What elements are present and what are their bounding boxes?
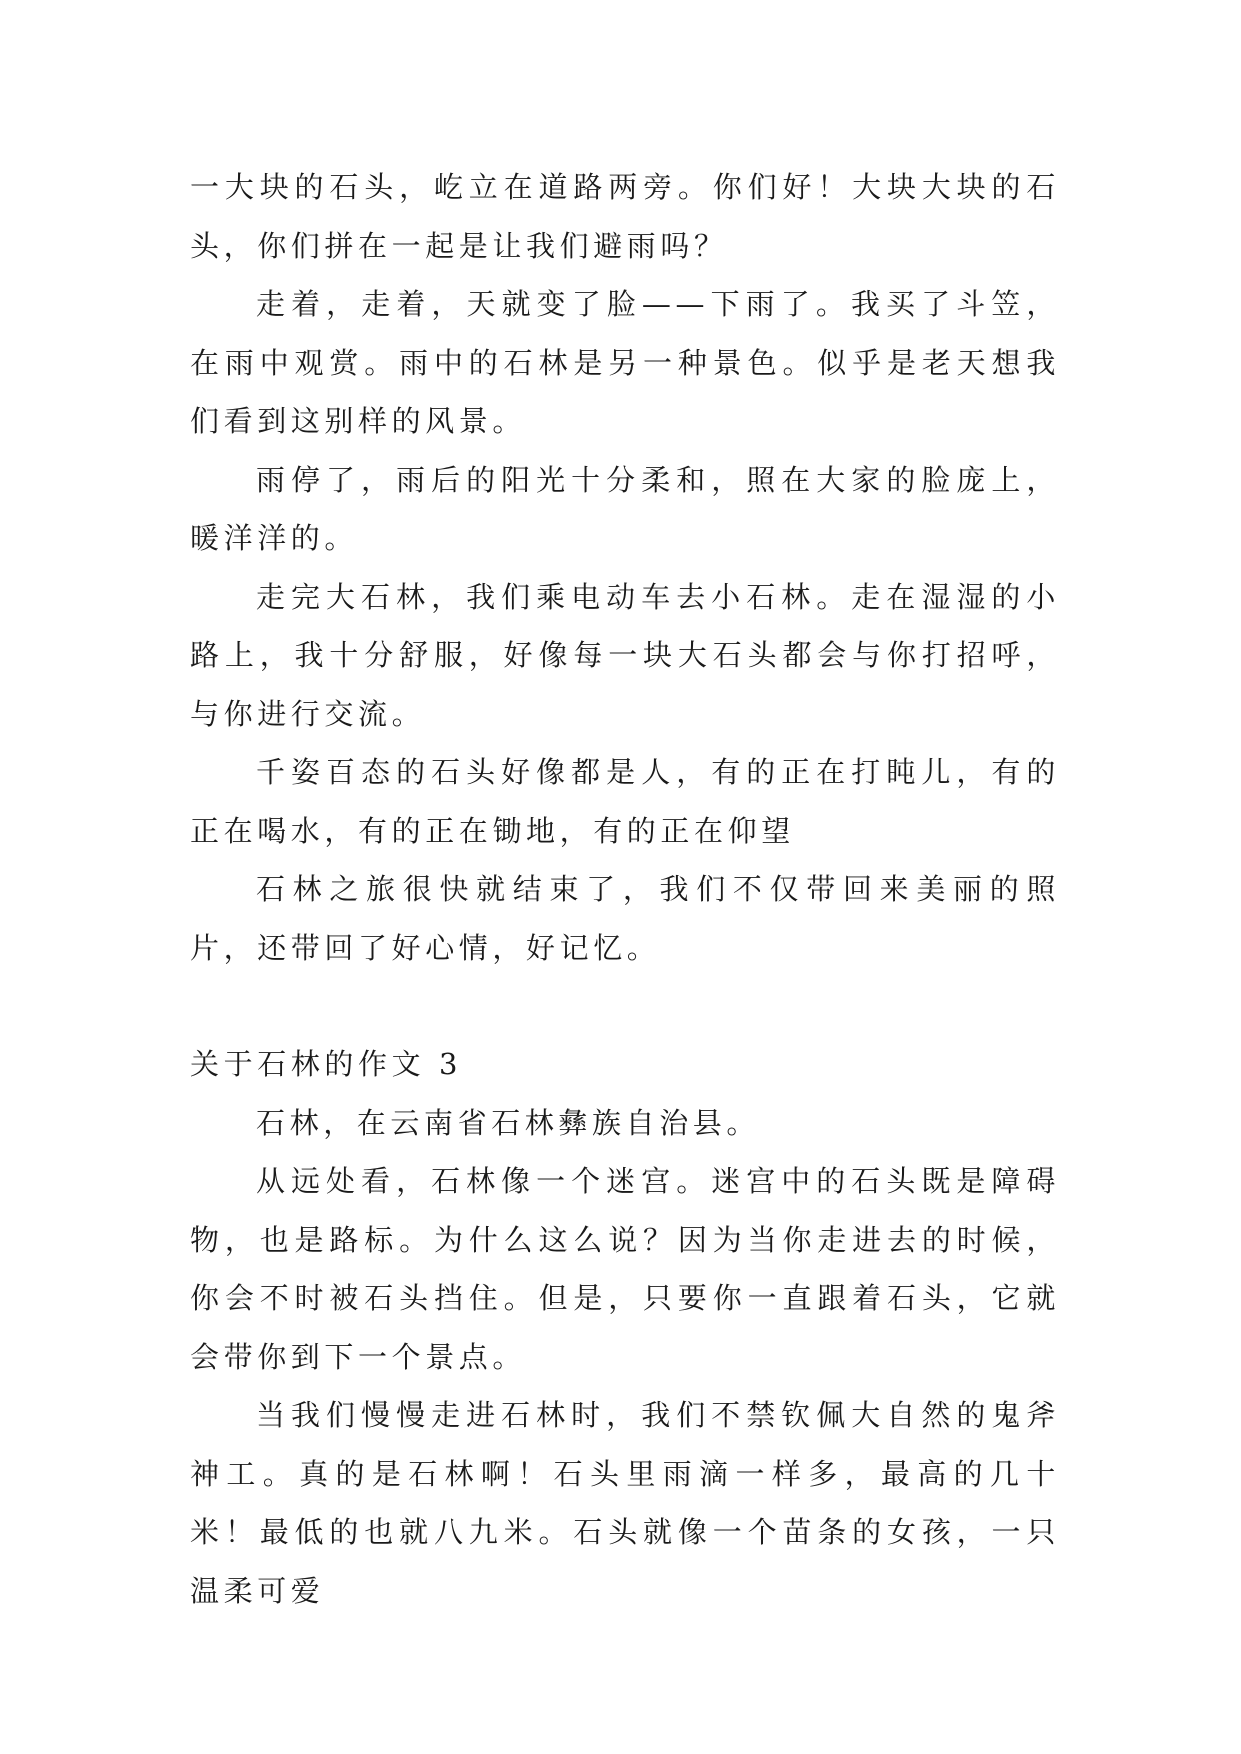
paragraph: 走着，走着，天就变了脸——下雨了。我买了斗笠，在雨中观赏。雨中的石林是另一种景色。似乎是老天想我们看到这别样的风景。 xyxy=(190,287,1060,438)
paragraph: 从远处看，石林像一个迷宫。迷宫中的石头既是障碍物，也是路标。为什么这么说？因为当你走进去的时候，你会不时被石头挡住。但是，只要你一直跟着石头，它就会带你到下一个景点。 xyxy=(190,1164,1060,1374)
paragraph: 雨停了，雨后的阳光十分柔和，照在大家的脸庞上，暖洋洋的。 xyxy=(190,462,1060,555)
paragraph: 石林，在云南省石林彝族自治县。 xyxy=(256,1105,761,1140)
essay-heading: 关于石林的作文 3 xyxy=(190,1047,463,1081)
paragraph: 石林之旅很快就结束了，我们不仅带回来美丽的照片，还带回了好心情，好记忆。 xyxy=(190,872,1060,965)
document-body xyxy=(190,158,1060,1620)
paragraph: 千姿百态的石头好像都是人，有的正在打盹儿，有的正在喝水，有的正在锄地，有的正在仰望 xyxy=(190,755,1060,848)
paragraph: 当我们慢慢走进石林时，我们不禁钦佩大自然的鬼斧神工。真的是石林啊！石头里雨滴一样多，最高的几十米！最低的也就八九米。石头就像一个苗条的女孩，一只温柔可爱 xyxy=(190,1398,1060,1608)
paragraph: 走完大石林，我们乘电动车去小石林。走在湿湿的小路上，我十分舒服，好像每一块大石头都会与你打招呼，与你进行交流。 xyxy=(190,579,1060,731)
paragraph: 一大块的石头，屹立在道路两旁。你们好！大块大块的石头，你们拼在一起是让我们避雨吗？ xyxy=(190,170,1060,263)
